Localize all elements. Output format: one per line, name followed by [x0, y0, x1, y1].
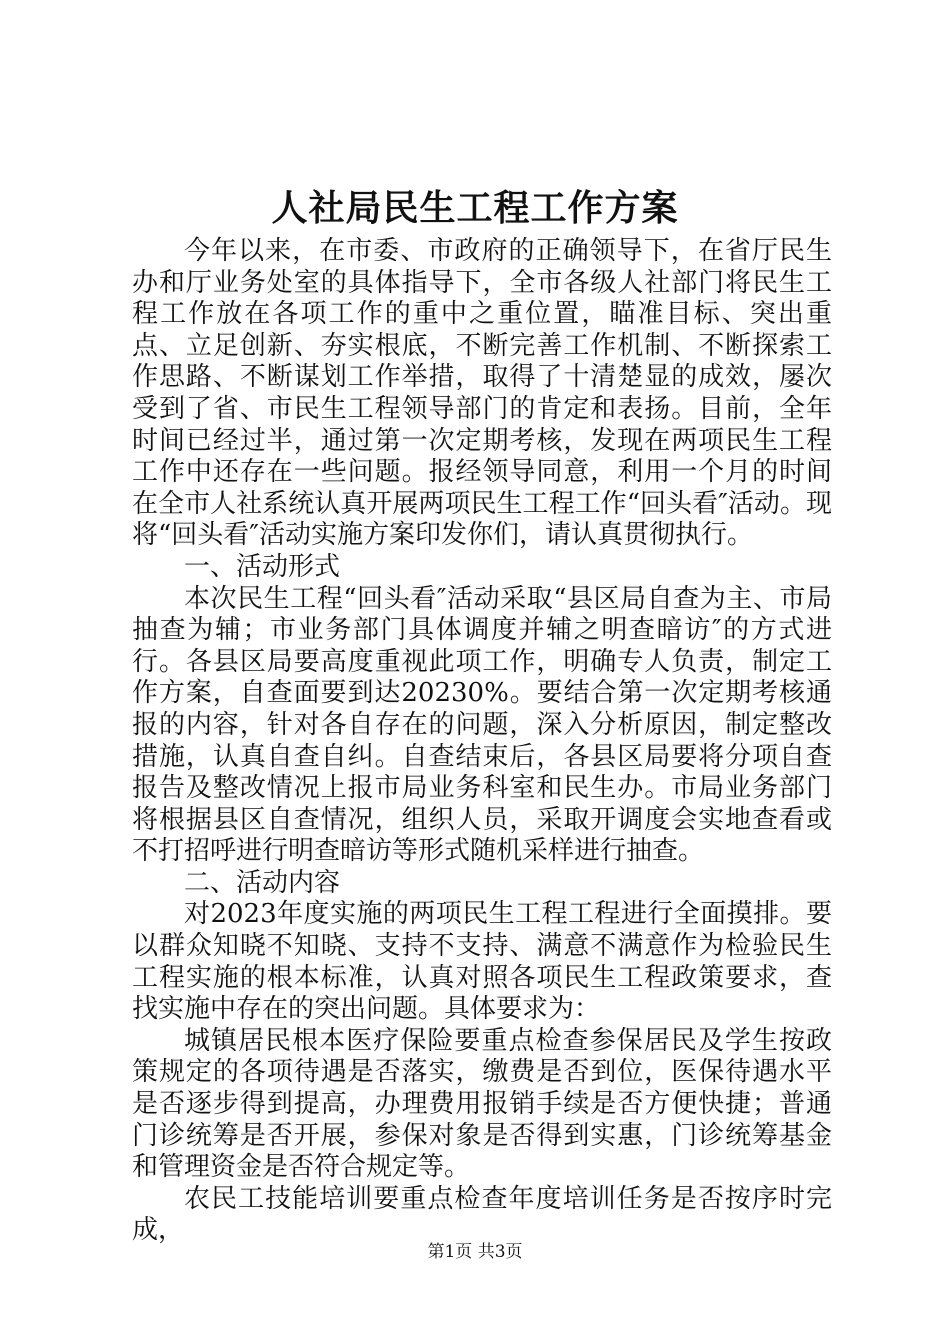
paragraph-activity-form: 本次民生工程“回头看″活动采取“县区局自查为主、市局抽查为辅；市业务部门具体调度并辅之明查暗访″的方式进行。各县区局要高度重视此项工作，明确专人负责，制定工作方案，自查面要到达20230%。要结合第一次定期考核通报的内容，针对各自存在的问题，深入分析原因，制定整改措施，认真自查自纠。自查结束后，各县区局要将分项自查报告及整改情况上报市局业务科室和民生办。市局业务部门将根据县区自查情况，组织人员，采取开调度会实地查看或不打招呼进行明查暗访等形式随机采样进行抽查。: [132, 583, 832, 867]
document-body: [132, 236, 832, 1247]
section-heading-activity-form: 一、活动形式: [184, 551, 341, 582]
document-title: 人社局民生工程工作方案: [271, 187, 679, 229]
paragraph-skills-training: 农民工技能培训要重点检查年度培训任务是否按序时完成，: [132, 1183, 832, 1246]
page-number-footer: 第1页 共3页: [427, 1242, 523, 1262]
section-heading-activity-content: 二、活动内容: [184, 867, 341, 898]
paragraph-medical-insurance: 城镇居民根本医疗保险要重点检查参保居民及学生按政策规定的各项待遇是否落实，缴费是否到位，医保待遇水平是否逐步得到提高，办理费用报销手续是否方便快捷；普通门诊统筹是否开展，参保对象是否得到实惠，门诊统筹基金和管理资金是否符合规定等。: [132, 1025, 832, 1183]
paragraph-activity-content: 对2023年度实施的两项民生工程工程进行全面摸排。要以群众知晓不知晓、支持不支持、满意不满意作为检验民生工程实施的根本标准，认真对照各项民生工程政策要求，查找实施中存在的突出问题。具体要求为：: [132, 899, 832, 1025]
paragraph-intro: 今年以来，在市委、市政府的正确领导下，在省厅民生办和厅业务处室的具体指导下，全市各级人社部门将民生工程工作放在各项工作的重中之重位置，瞄准目标、突出重点、立足创新、夯实根底，不断完善工作机制、不断探索工作思路、不断谋划工作举措，取得了十清楚显的成效，屡次受到了省、市民生工程领导部门的肯定和表扬。目前，全年时间已经过半，通过第一次定期考核，发现在两项民生工程工作中还存在一些问题。报经领导同意，利用一个月的时间在全市人社系统认真开展两项民生工程工作“回头看″活动。现将“回头看″活动实施方案印发你们，请认真贯彻执行。: [132, 236, 832, 551]
